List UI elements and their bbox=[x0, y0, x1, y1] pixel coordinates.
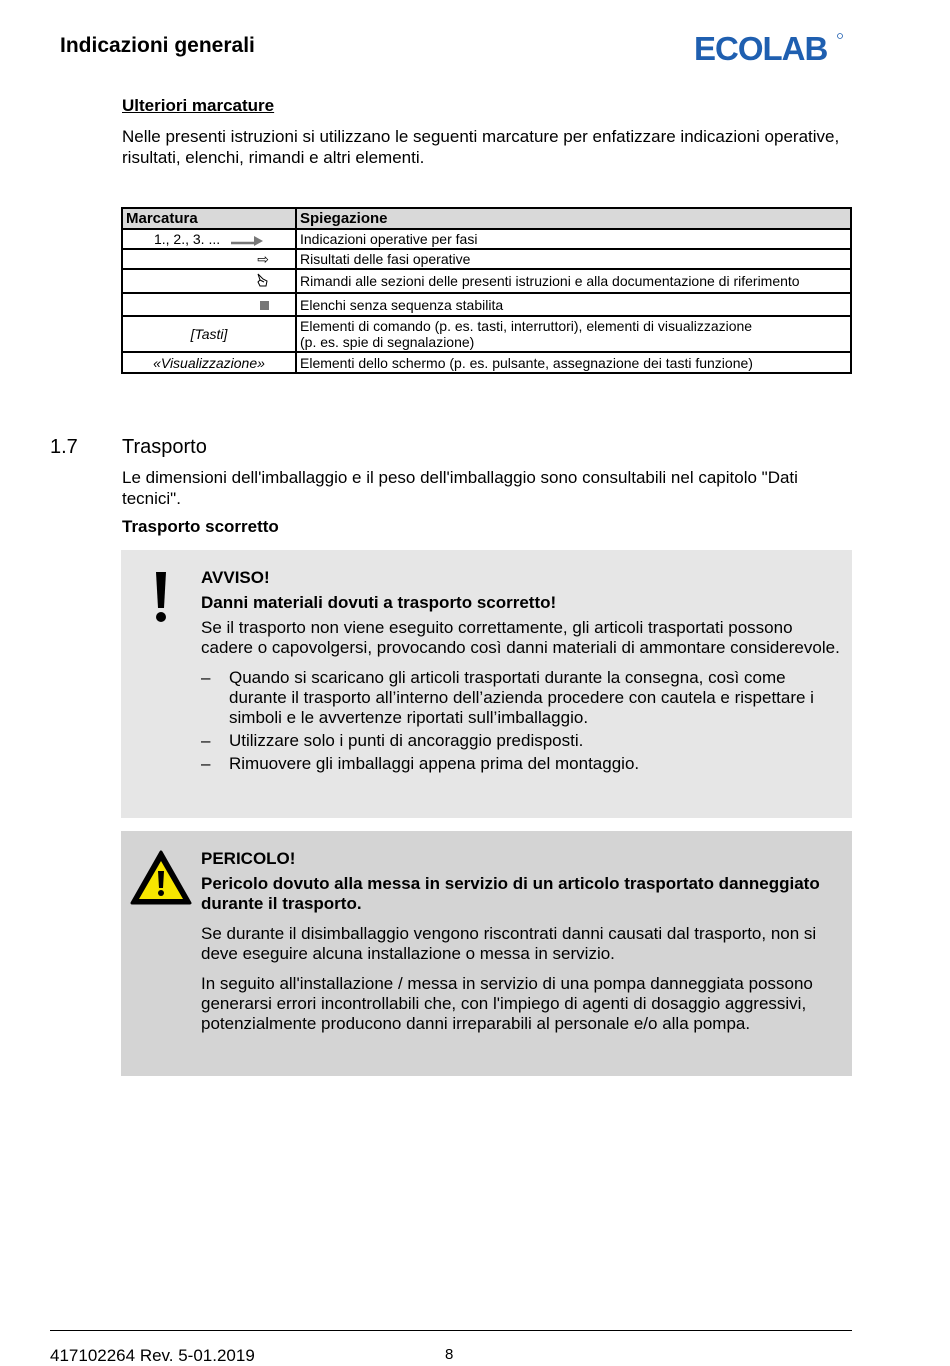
notice-text: Se il trasporto non viene eseguito correttamente, gli articoli trasportati possono cadere o capovolgersi, provocando così danni materiali di ammontare considerevole. bbox=[201, 618, 840, 657]
danger-box bbox=[121, 831, 852, 1076]
notice-bullet-list bbox=[201, 668, 841, 774]
table-cell-mark bbox=[122, 293, 296, 316]
section-text: Le dimensioni dell'imballaggio e il peso dell'imballaggio sono consultabili nel capitolo "Dati tecnici". bbox=[122, 468, 798, 508]
table-header-explanation: Spiegazione bbox=[296, 208, 851, 229]
table-cell-explanation: Rimandi alle sezioni delle presenti istruzioni e alla documentazione di riferimento bbox=[296, 269, 851, 293]
notice-content bbox=[201, 568, 841, 777]
warning-triangle-icon bbox=[129, 849, 193, 907]
table-row bbox=[122, 316, 851, 352]
list-item bbox=[201, 668, 841, 728]
section-number: 1.7 bbox=[50, 436, 78, 458]
bullet-marker: – bbox=[201, 731, 211, 750]
notice-box bbox=[121, 550, 852, 818]
bullet-text: Utilizzare solo i punti di ancoraggio predisposti. bbox=[229, 731, 584, 750]
section-subheading: Trasporto scorretto bbox=[122, 517, 279, 536]
footer-document-reference: 417102264 Rev. 5-01.2019 bbox=[50, 1346, 255, 1365]
table-row bbox=[122, 269, 851, 293]
table-cell-explanation: Elenchi senza sequenza stabilita bbox=[296, 293, 851, 316]
table-cell-explanation: Indicazioni operative per fasi bbox=[296, 229, 851, 249]
reference-hand-icon bbox=[255, 273, 269, 287]
table-cell-mark: [Tasti] bbox=[122, 316, 296, 352]
explanation-line: Elementi di comando (p. es. tasti, interruttori), elementi di visualizzazione bbox=[300, 318, 753, 334]
table-header-mark: Marcatura bbox=[122, 208, 296, 229]
table-row bbox=[122, 249, 851, 269]
danger-signal-word: PERICOLO! bbox=[201, 849, 296, 868]
markings-table bbox=[121, 207, 852, 374]
exclamation-icon bbox=[153, 570, 169, 624]
danger-content bbox=[201, 849, 841, 1034]
table-cell-mark: «Visualizzazione» bbox=[122, 352, 296, 373]
table-row bbox=[122, 352, 851, 373]
danger-text: In seguito all'installazione / messa in servizio di una pompa danneggiata possono generarsi errori incontrollabili che, con l'impiego di agenti di dosaggio aggressivi, potenzialmente producono danni irreparabili al personale e/o alla pompa. bbox=[201, 974, 813, 1033]
danger-text: Se durante il disimballaggio vengono riscontrati danni causati dal trasporto, non si deve eseguire alcuna installazione o messa in servizio. bbox=[201, 924, 817, 963]
bullet-text: Rimuovere gli imballaggi appena prima del montaggio. bbox=[229, 754, 640, 773]
notice-signal-word: AVVISO! bbox=[201, 568, 270, 587]
explanation-line: (p. es. spie di segnalazione) bbox=[300, 334, 475, 350]
danger-subtitle: Pericolo dovuto alla messa in servizio di un articolo trasportato danneggiato durante il trasporto. bbox=[201, 874, 820, 913]
table-cell-explanation bbox=[296, 316, 851, 352]
table-cell-mark bbox=[122, 269, 296, 293]
result-arrow-icon: ⇨ bbox=[257, 251, 269, 267]
table-row bbox=[122, 229, 851, 249]
logo-text: ECOLAB bbox=[694, 30, 828, 64]
bullet-text: Quando si scaricano gli articoli trasportati durante la consegna, così come durante il trasporto all’interno dell’azienda procedere con cautela e rispettare i simboli e le avvertenze riportati sull’imballaggio. bbox=[229, 668, 814, 727]
page-header-title: Indicazioni generali bbox=[60, 34, 255, 57]
bullet-marker: – bbox=[201, 754, 211, 773]
table-row bbox=[122, 293, 851, 316]
notice-subtitle: Danni materiali dovuti a trasporto scorretto! bbox=[201, 593, 557, 612]
markings-intro: Nelle presenti istruzioni si utilizzano le seguenti marcature per enfatizzare indicazioni operative, risultati, elenchi, rimandi e altri elementi. bbox=[122, 127, 840, 167]
page-number: 8 bbox=[445, 1346, 454, 1363]
table-cell-mark bbox=[122, 229, 296, 249]
step-arrow-icon bbox=[230, 234, 264, 246]
markings-heading: Ulteriori marcature bbox=[122, 96, 275, 115]
ecolab-logo bbox=[694, 30, 844, 64]
square-bullet-icon bbox=[260, 301, 269, 310]
table-cell-mark bbox=[122, 249, 296, 269]
table-cell-explanation: Elementi dello schermo (p. es. pulsante, assegnazione dei tasti funzione) bbox=[296, 352, 851, 373]
list-item bbox=[201, 754, 841, 774]
section-title: Trasporto bbox=[122, 436, 207, 458]
list-item bbox=[201, 731, 841, 751]
footer-divider bbox=[50, 1330, 852, 1331]
table-header-row bbox=[122, 208, 851, 229]
bullet-marker: – bbox=[201, 668, 211, 687]
step-label: 1., 2., 3. ... bbox=[153, 231, 221, 247]
table-cell-explanation: Risultati delle fasi operative bbox=[296, 249, 851, 269]
